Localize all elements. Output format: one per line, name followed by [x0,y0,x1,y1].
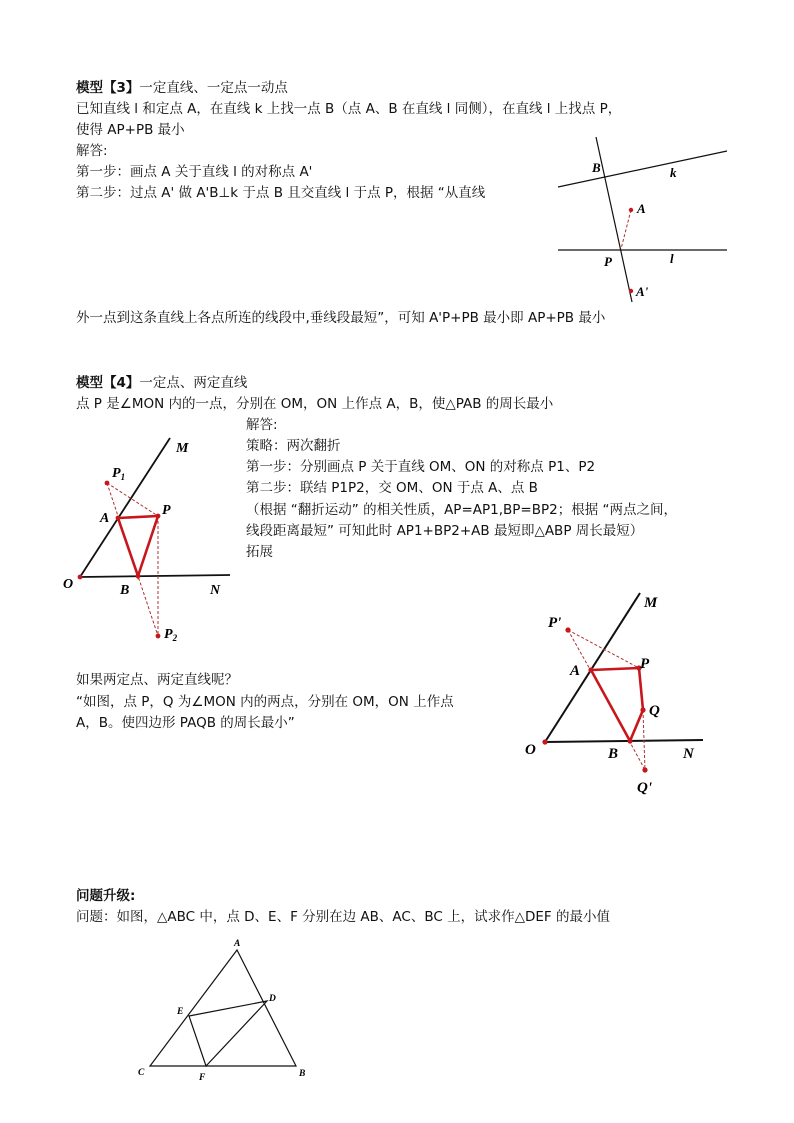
model4-line1: 点 P 是∠MON 内的一点，分别在 OM，ON 上作点 A，B，使△PAB 的周长最小 [76,396,554,412]
label-Q-prime: Q' [637,780,652,796]
label-A: A [570,663,581,679]
label-P2: $P_2$ [164,627,178,643]
model4-extend: 拓展 [246,544,273,560]
model4-note1: （根据 “翻折运动” 的相关性质，AP=AP1,BP=BP2；根据 “两点之间， [246,502,678,518]
model4-question: 如果两定点、两定直线呢？ [76,672,238,688]
model4-heading-rest: 一定点、两定直线 [139,375,248,391]
model4-quote2: A，B。使四边形 PAQB 的周长最小” [76,715,295,731]
label-A: A [100,511,110,526]
label-B: B [299,1069,306,1079]
upgrade-problem: 问题：如图，△ABC 中，点 D、E、F 分别在边 AB、AC、BC 上，试求作△DEF 的最小值 [76,909,610,925]
model3-line1: 已知直线 l 和定点 A，在直线 k 上找一点 B（点 A、B 在直线 l 同侧），在直线 l 上找点 P， [76,101,622,117]
label-k: k [670,165,677,180]
label-l: l [670,251,674,266]
model3-heading-rest: 一定直线、一定点一动点 [139,80,288,96]
label-M: M [176,441,189,456]
label-E: E [177,1007,184,1017]
label-F: F [199,1073,206,1083]
label-Q: Q [649,703,660,719]
label-N: N [210,583,221,598]
model4-note2: 线段距离最短” 可知此时 AP1+BP2+AB 最短即△ABP 周长最短） [246,523,644,539]
model3-step2-cont: 外一点到这条直线上各点所连的线段中,垂线段最短”，可知 A'P+PB 最小即 AP+PB 最小 [76,310,606,326]
label-P1: $P_1$ [112,466,126,482]
label-A-prime: A' [636,284,649,299]
upgrade-heading: 问题升级: [76,888,136,904]
label-N: N [683,746,694,762]
model4-step1: 第一步：分别画点 P 关于直线 OM、ON 的对称点 P1、P2 [246,459,596,475]
model4-heading-bold: 模型【4】 [76,375,140,391]
model4-strategy: 策略：两次翻折 [246,438,341,454]
label-P-prime: P' [548,615,562,631]
label-O: O [525,742,536,758]
label-A: A [234,939,241,949]
label-D: D [269,994,276,1004]
label-P: P [604,254,612,269]
model3-step2: 第二步：过点 A' 做 A'B⊥k 于点 B 且交直线 l 于点 P，根据 “从直线 [76,185,486,201]
model3-line2: 使得 AP+PB 最小 [76,122,185,138]
label-A: A [637,201,646,216]
model4-step2: 第二步：联结 P1P2，交 OM、ON 于点 A、点 B [246,480,538,496]
label-P: P [162,503,171,518]
model3-answer-label: 解答: [76,143,108,159]
label-C: C [138,1068,145,1078]
label-B: B [608,746,619,762]
triangle-DEF [189,1001,267,1066]
model4-answer-label: 解答: [246,417,278,433]
label-O: O [63,577,74,592]
model4-quote1: “如图，点 P，Q 为∠MON 内的两点，分别在 OM，ON 上作点 [76,694,454,710]
model3-heading-bold: 模型【3】 [76,80,140,96]
label-M: M [644,595,658,611]
model3-step1: 第一步：画点 A 关于直线 l 的对称点 A' [76,164,313,180]
label-P: P [640,656,650,672]
label-B: B [592,160,601,175]
label-B: B [120,583,130,598]
